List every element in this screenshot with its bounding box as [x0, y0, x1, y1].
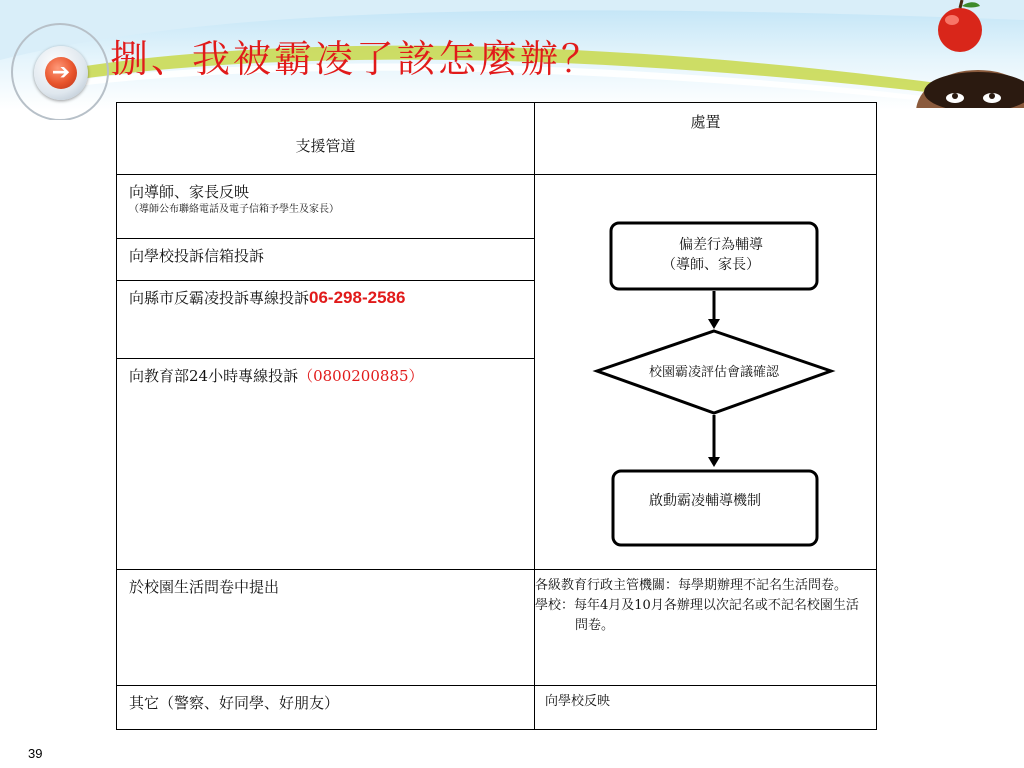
survey-line-school: 學校：每年4月及10月各辦理以次記名或不記名校園生活問卷。 — [535, 598, 859, 633]
others-handling-text: 向學校反映 — [545, 694, 611, 709]
boy-with-apple-image — [900, 0, 1024, 108]
table-row — [117, 686, 877, 730]
flow-diamond-text: 校園霸凌評估會議確認 — [648, 365, 780, 380]
flow-arrowhead-2 — [708, 457, 720, 467]
row-moe-hotline — [117, 359, 535, 570]
table-row — [117, 175, 877, 239]
arrow-right-icon: ➔ — [45, 57, 77, 89]
row-life-survey — [117, 570, 535, 686]
flow-box1-line2: （導師、家長） — [662, 257, 760, 273]
header-support-channels: 支援管道 — [117, 103, 535, 175]
nav-arrow-button[interactable] — [34, 46, 88, 100]
moe-hotline-number: （0800200885） — [298, 367, 424, 386]
row-school-mailbox — [117, 239, 535, 281]
row-others — [117, 686, 535, 730]
row-main-text: 向導師、家長反映 — [129, 183, 250, 201]
row-main-text: 其它（警察、好同學、好朋友） — [129, 694, 340, 712]
row-life-survey-handling — [535, 570, 877, 686]
flow-box3-text: 啟動霸凌輔導機制 — [649, 493, 761, 509]
row-main-text: 於校園生活問卷中提出 — [129, 578, 280, 596]
header-handling: 處置 — [535, 103, 877, 175]
page-number: 39 — [28, 746, 43, 761]
row-main-text: 向縣市反霸凌投訴專線投訴 — [129, 289, 310, 308]
row-note-text: （導師公布聯絡電話及電子信箱予學生及家長） — [129, 204, 339, 215]
county-hotline-number: 06-298-2586 — [309, 288, 406, 308]
row-teacher-parent — [117, 175, 535, 239]
flow-arrowhead-1 — [708, 319, 720, 329]
flow-box1-line1: 偏差行為輔導 — [679, 237, 763, 253]
flow-box-deviance-counseling — [611, 223, 817, 289]
row-main-text: 向教育部24小時專線投訴 — [129, 367, 299, 386]
row-main-text: 向學校投訴信箱投訴 — [129, 247, 265, 266]
table-row — [117, 570, 877, 686]
survey-line-authorities: 各級教育行政主管機關：每學期辦理不記名生活問卷。 — [535, 578, 848, 593]
slide-title: 捌、我被霸凌了該怎麼辦？ — [110, 37, 603, 81]
table-header-row — [117, 103, 877, 175]
flowchart — [535, 175, 877, 569]
row-county-hotline — [117, 281, 535, 359]
support-channels-table — [116, 102, 877, 730]
flowchart-cell — [535, 175, 877, 570]
row-others-handling — [535, 686, 877, 730]
